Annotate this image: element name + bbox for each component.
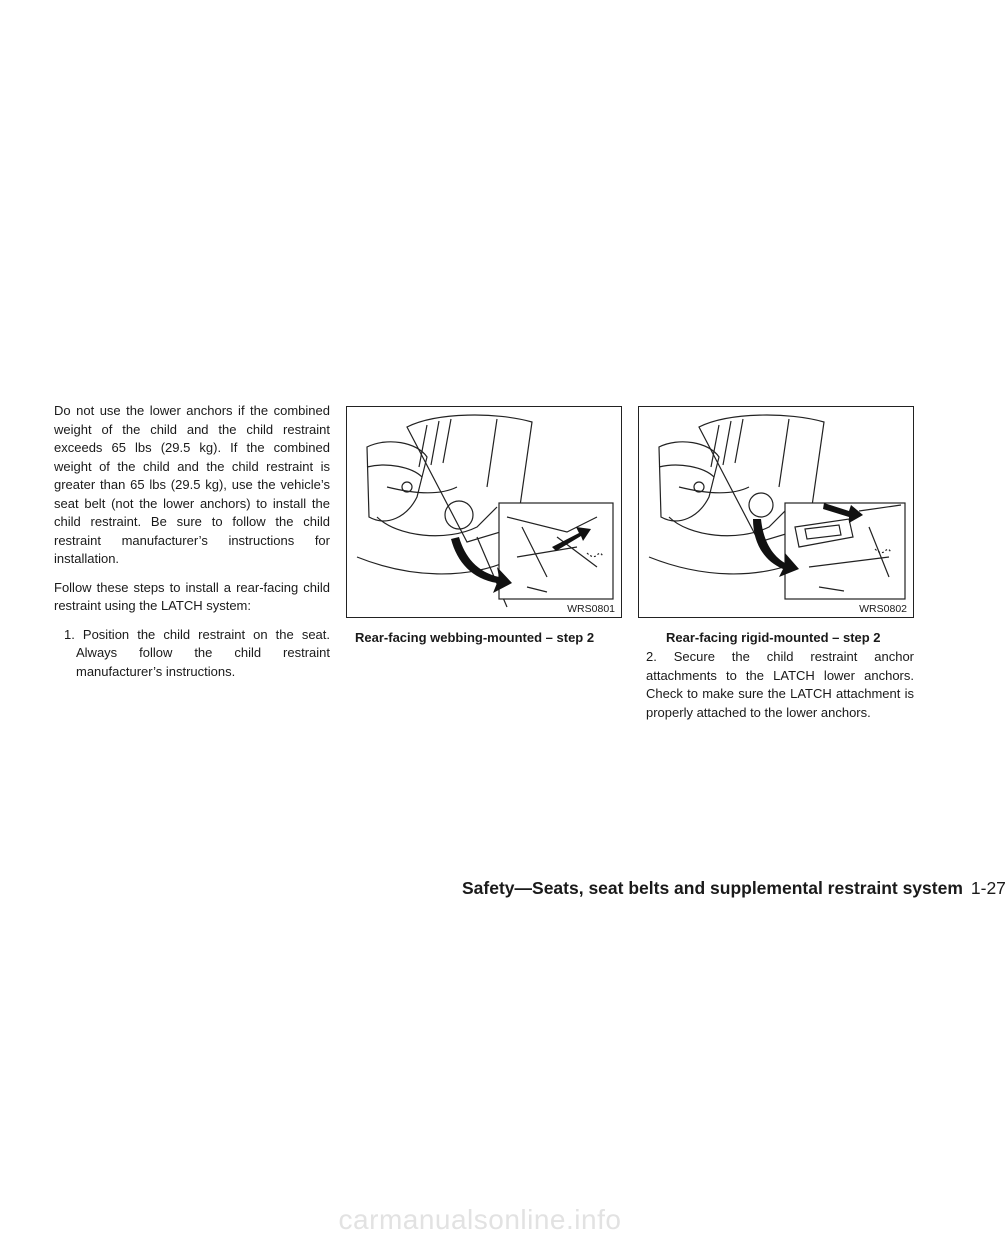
page-number: 1-27 <box>970 878 1006 898</box>
figure-code-wrs0801: WRS0801 <box>567 603 615 615</box>
webbing-mounted-illustration <box>347 407 621 617</box>
left-column <box>54 402 330 691</box>
rigid-mounted-illustration <box>639 407 913 617</box>
caption-rigid-mounted: Rear-facing rigid-mounted – step 2 <box>666 630 881 645</box>
watermark: carmanualsonline.info <box>338 1204 622 1235</box>
caption-webbing-mounted: Rear-facing webbing-mounted – step 2 <box>355 630 595 645</box>
paragraph-lower-anchor-warning: Do not use the lower anchors if the combined weight of the child and the child restraint exceeds 65 lbs (29.5 kg). If the combined weight of the child and the child restraint is greater than 65 lbs (29.5 kg), use the vehicle’s seat belt (not the lower anchors) to install the child restraint. Be sure to follow the child restraint manufacturer’s instructions for installation. <box>54 403 330 566</box>
paragraph-latch-intro: Follow these steps to install a rear-facing child restraint using the LATCH system: <box>54 579 330 613</box>
figure-rigid-mounted <box>638 406 914 618</box>
page-footer <box>462 878 1006 899</box>
section-title: Safety—Seats, seat belts and supplemental restraint system <box>462 878 963 898</box>
figure-webbing-mounted <box>346 406 622 618</box>
step-1: 1. Position the child restraint on the seat. Always follow the child restraint manufacturer’s instructions. <box>64 626 330 679</box>
step-2: 2. Secure the child restraint anchor attachments to the LATCH lower anchors. Check to make sure the LATCH attachment is properly attached to the lower anchors. <box>646 649 914 720</box>
figure-code-wrs0802: WRS0802 <box>859 603 907 615</box>
